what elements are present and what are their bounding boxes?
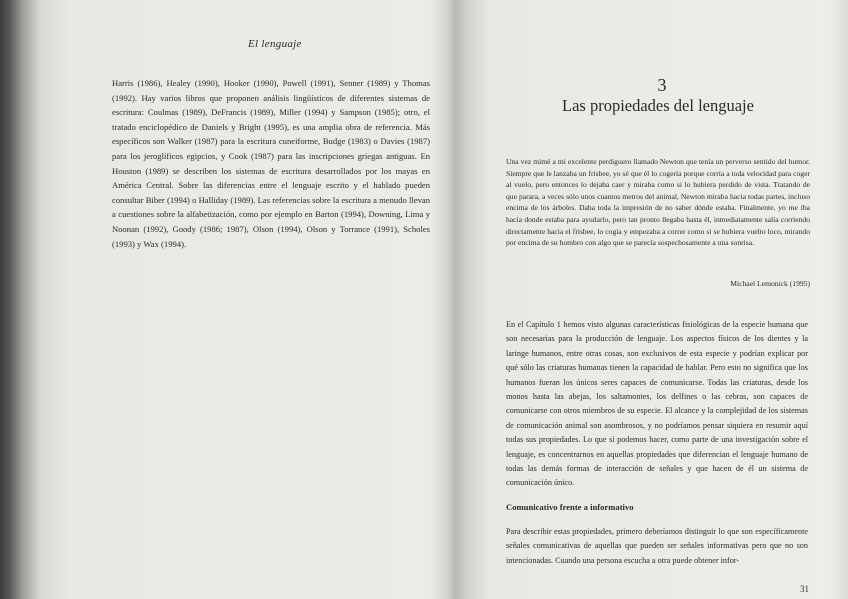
main-paragraph: En el Capítulo 1 hemos visto algunas características fisiológicas de la especie humana que son necesarias para la producción de lenguaje. Los aspectos físicos de los dientes y la laringe humanos, entre otras cosas, son exclusivos de esta especie y podrían explicar por qué sólo las criaturas humanas tienen la capacidad de hablar. Pero esto no significa que los humanos fueran los únicos seres capaces de comunicarse. Todas las criaturas, desde los monos hasta las abejas, los saltamontes, los delfines o las cebras, son capaces de comunicarse con otros miembros de su especie. El alcance y la complejidad de los sistemas de comunicación animal son asombrosos, y no podríamos pensar siquiera en resumir aquí todas sus propiedades. Lo que sí podemos hacer, como parte de una investigación sobre el lenguaje, es concentrarnos en aquellas propiedades que diferencian el lenguaje humano de todas las demás formas de interacción de señales y que hacen de él un sistema de comunicación único. (506, 320, 808, 488)
left-page (70, 0, 450, 599)
section-paragraph: Para describir estas propiedades, primero deberíamos distinguir lo que son específicamente señales comunicativas de aquellas que pueden ser señales informativas pero que no son intencionadas. Cuando una persona escucha a otra puede obtener infor- (506, 527, 808, 565)
epigraph-attribution: Michael Lemonick (1995) (730, 279, 810, 288)
page-number: 31 (800, 584, 809, 594)
running-head: El lenguaje (248, 38, 302, 50)
left-page-body: Harris (1986), Healey (1990), Hooker (1990), Powell (1991), Senner (1989) y Thomas (1992). Hay varios libros que proponen análisis lingüísticos de diferentes sistemas de escritura: Coulmas (1989), DeFrancis (1989), Miller (1994) y Sampson (1985); otro, el tratado enciclopédico de Daniels y Bright (1995), es una amplia obra de referencia. Más específicos son Walker (1987) para la escritura cuneiforme, Budge (1983) o Davies (1987) para los jeroglíficos egipcios, y Cook (1987) para las inscripciones griegas antiguas. En Houston (1989) se describen los sistemas de escritura desarrollados por los mayas en América Central. Sobre las diferencias entre el lenguaje escrito y el hablado pueden consultar Biber (1994) o Halliday (1989). Las referencias sobre la escritura a menudo llevan a cuestiones sobre la alfabetización, como por ejemplo en Barton (1994), Downing, Lima y Noonan (1992), Goody (1986; 1987), Olson (1994), Olson y Torrance (1991), Scholes (1993) y Wax (1994). (112, 78, 430, 249)
chapter-title: Las propiedades del lenguaje (562, 96, 754, 115)
chapter-number: 3 (657, 75, 667, 95)
section-heading: Comunicativo frente a informativo (506, 502, 634, 512)
right-page (466, 0, 848, 599)
epigraph: Una vez mimé a mi excelente perdiguero llamado Newton que tenía un perverso sentido del humor. Siempre que le lanzaba un frisbee, yo sé que él lo cogería porque corría a toda velocidad para coger al vuelo, pero entonces lo dejaba caer y miraba como si lo hubiera perdido de vista. Tratando de que parara, a veces sólo unos cuantos metros del animal, Newton miraba hacia todas partes, incluso encima de los árboles. Daba toda la impresión de no saber dónde estaba. Finalmente, yo me iba hacia donde estaba para ayudarlo, pero tan pronto llegaba hasta él, inmediatamente salía corriendo directamente hacia el frisbee, lo cogía y empezaba a correr como si se hubiera vuelto loco, mirando por encima de su hombro con algo que se parecía sospechosamente a una sonrisa. (506, 157, 810, 248)
